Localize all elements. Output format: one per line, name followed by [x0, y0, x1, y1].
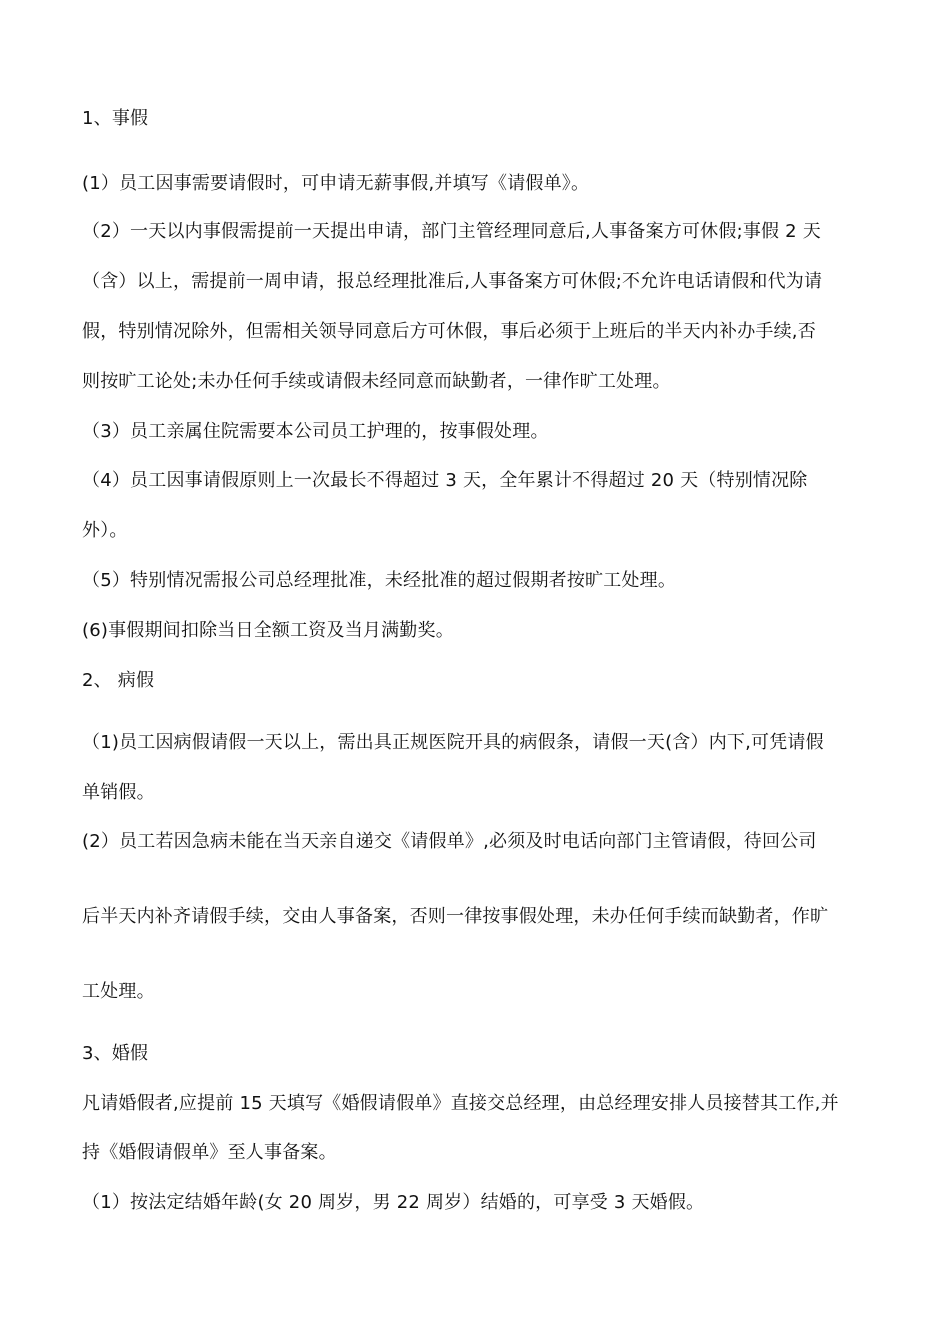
- section-heading-sick-leave: 2、 病假: [82, 670, 155, 691]
- section-heading-personal-leave: 1、事假: [82, 108, 149, 129]
- paragraph-line: （2）一天以内事假需提前一天提出申请，部门主管经理同意后,人事备案方可休假;事假 2 天: [82, 221, 821, 242]
- paragraph-line: 工处理。: [82, 981, 155, 1002]
- paragraph-line: （5）特别情况需报公司总经理批准，未经批准的超过假期者按旷工处理。: [82, 570, 677, 591]
- paragraph-line: 则按旷工论处;未办任何手续或请假未经同意而缺勤者，一律作旷工处理。: [82, 371, 671, 392]
- paragraph-line: （1）按法定结婚年龄(女 20 周岁，男 22 周岁）结婚的，可享受 3 天婚假。: [82, 1192, 705, 1213]
- paragraph-line: （4）员工因事请假原则上一次最长不得超过 3 天，全年累计不得超过 20 天（特别情况除: [82, 470, 808, 491]
- paragraph-line: （3）员工亲属住院需要本公司员工护理的，按事假处理。: [82, 421, 549, 442]
- paragraph-line: （含）以上，需提前一周申请，报总经理批准后,人事备案方可休假;不允许电话请假和代为请: [82, 271, 823, 292]
- paragraph-line: (2）员工若因急病未能在当天亲自递交《请假单》,必须及时电话向部门主管请假，待回公司: [82, 831, 817, 852]
- paragraph-line: 凡请婚假者,应提前 15 天填写《婚假请假单》直接交总经理，由总经理安排人员接替其工作,并: [82, 1093, 839, 1114]
- paragraph-line: 持《婚假请假单》至人事备案。: [82, 1142, 337, 1163]
- paragraph-line: (1）员工因事需要请假时，可申请无薪事假,并填写《请假单》。: [82, 173, 590, 194]
- paragraph-line: 单销假。: [82, 782, 155, 803]
- paragraph-line: （1)员工因病假请假一天以上，需出具正规医院开具的病假条，请假一天(含）内下,可凭请假: [82, 732, 824, 753]
- paragraph-line: (6)事假期间扣除当日全额工资及当月满勤奖。: [82, 620, 454, 641]
- section-heading-marriage-leave: 3、婚假: [82, 1043, 149, 1064]
- paragraph-line: 外）。: [82, 520, 128, 541]
- paragraph-line: 后半天内补齐请假手续，交由人事备案，否则一律按事假处理，未办任何手续而缺勤者，作旷: [82, 906, 829, 927]
- paragraph-line: 假，特别情况除外，但需相关领导同意后方可休假，事后必须于上班后的半天内补办手续,否: [82, 321, 816, 342]
